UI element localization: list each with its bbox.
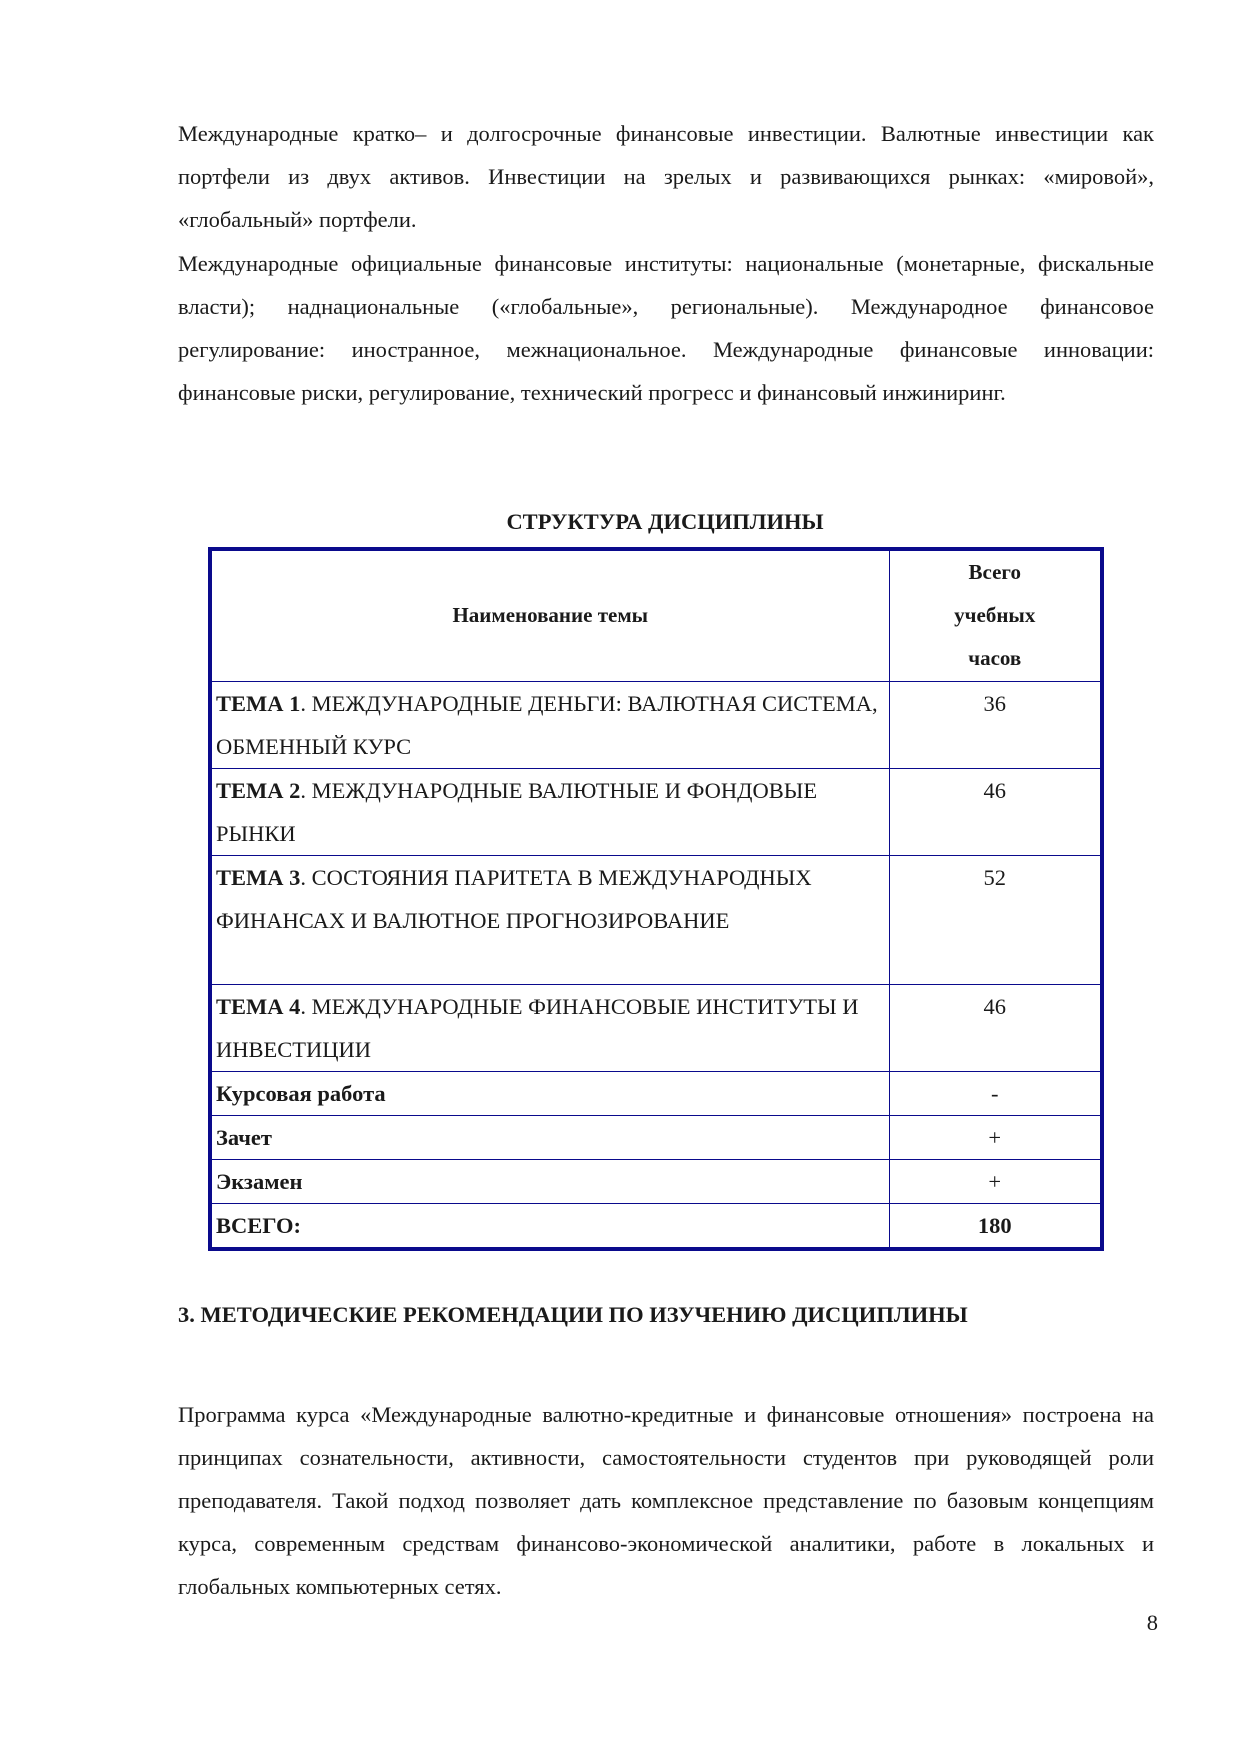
- table-header-row: [212, 551, 1100, 681]
- hours-cell: 46: [889, 768, 1100, 855]
- topic-name: . МЕЖДУНАРОДНЫЕ ФИНАНСОВЫЕ ИНСТИТУТЫ И ИНВЕСТИЦИИ: [216, 993, 859, 1062]
- header-hours-line-2: учебных: [954, 603, 1036, 628]
- table-row: [212, 768, 1100, 855]
- header-topic: Наименование темы: [212, 551, 889, 681]
- intro-paragraph-2: Международные официальные финансовые институты: национальные (монетарные, фискальные власти); наднациональные («глобальные», региональные). Международное финансовое регулирование: иностранное, межнациональное. Международные финансовые инновации: финансовые риски, регулирование, технический прогресс и финансовый инжиниринг.: [178, 251, 1154, 405]
- extra-name-cell: Экзамен: [212, 1159, 889, 1203]
- structure-title: СТРУКТУРА ДИСЦИПЛИНЫ: [506, 509, 824, 534]
- header-hours-line-3: часов: [968, 646, 1022, 671]
- total-label-cell: ВСЕГО:: [212, 1203, 889, 1247]
- topic-cell: [212, 855, 889, 984]
- intro-paragraph-1: Международные кратко– и долгосрочные финансовые инвестиции. Валютные инвестиции как портфели из двух активов. Инвестиции на зрелых и развивающихся рынках: «мировой», «глобальный» портфели.: [178, 121, 1154, 232]
- hours-cell: 52: [889, 855, 1100, 984]
- header-hours-line-1: Всего: [968, 560, 1021, 585]
- topic-cell: [212, 768, 889, 855]
- page-number: 8: [1146, 1610, 1158, 1635]
- extra-name-cell: Курсовая работа: [212, 1071, 889, 1115]
- table-row: [212, 681, 1100, 768]
- section-3-paragraph: Программа курса «Международные валютно-кредитные и финансовые отношения» построена на принципах сознательности, активности, самостоятельности студентов при руководящей роли преподавателя. Такой подход позволяет дать комплексное представление по базовым концепциям курса, современным средствам финансово-экономической аналитики, работе в локальных и глобальных компьютерных сетях.: [178, 1402, 1154, 1599]
- extra-name-cell: Зачет: [212, 1115, 889, 1159]
- topic-name: . СОСТОЯНИЯ ПАРИТЕТА В МЕЖДУНАРОДНЫХ ФИНАНСАХ И ВАЛЮТНОЕ ПРОГНОЗИРОВАНИЕ: [216, 864, 812, 933]
- table-row: [212, 855, 1100, 984]
- topic-name: . МЕЖДУНАРОДНЫЕ ВАЛЮТНЫЕ И ФОНДОВЫЕ РЫНКИ: [216, 777, 818, 846]
- table-row: [212, 1159, 1100, 1203]
- topic-cell: [212, 681, 889, 768]
- structure-table-grid: [212, 551, 1100, 1247]
- extra-value-cell: +: [889, 1115, 1100, 1159]
- hours-cell: 36: [889, 681, 1100, 768]
- topic-cell: [212, 984, 889, 1071]
- extra-value-cell: -: [889, 1071, 1100, 1115]
- header-hours: [889, 551, 1100, 681]
- topic-label: ТЕМА 4: [216, 993, 301, 1019]
- topic-label: ТЕМА 1: [216, 690, 301, 716]
- table-total-row: [212, 1203, 1100, 1247]
- total-value-cell: 180: [889, 1203, 1100, 1247]
- table-row: [212, 1071, 1100, 1115]
- topic-label: ТЕМА 2: [216, 777, 301, 803]
- hours-cell: 46: [889, 984, 1100, 1071]
- topic-label: ТЕМА 3: [216, 864, 301, 890]
- table-row: [212, 984, 1100, 1071]
- structure-table: [208, 547, 1104, 1251]
- extra-value-cell: +: [889, 1159, 1100, 1203]
- table-row: [212, 1115, 1100, 1159]
- topic-name: . МЕЖДУНАРОДНЫЕ ДЕНЬГИ: ВАЛЮТНАЯ СИСТЕМА, ОБМЕННЫЙ КУРС: [216, 690, 878, 759]
- section-3-heading: 3. МЕТОДИЧЕСКИЕ РЕКОМЕНДАЦИИ ПО ИЗУЧЕНИЮ ДИСЦИПЛИНЫ: [178, 1302, 968, 1327]
